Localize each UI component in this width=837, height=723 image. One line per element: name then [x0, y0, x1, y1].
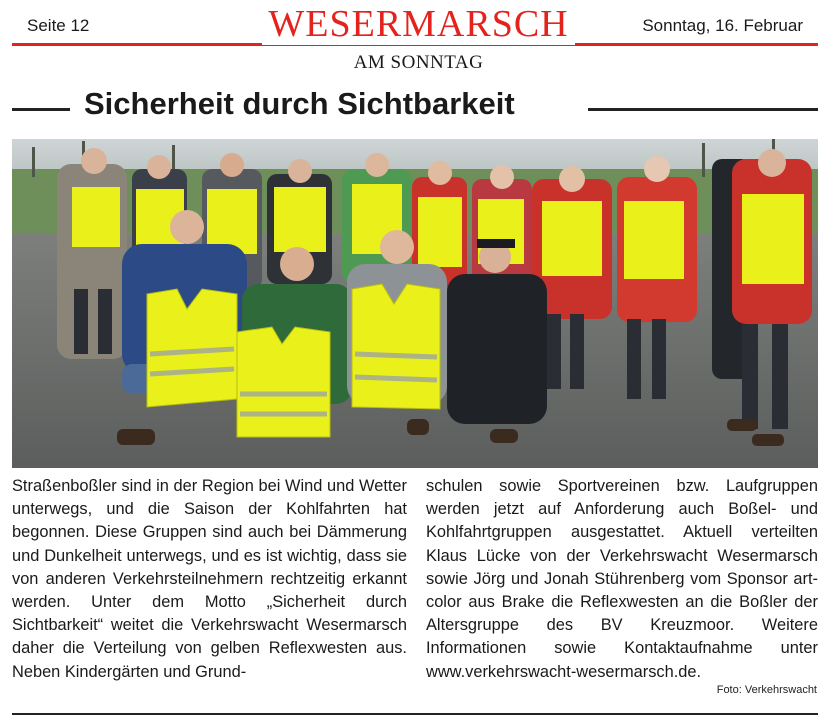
page-header: [0, 0, 837, 48]
page-number: Seite 12: [27, 16, 90, 35]
article-photo: [12, 139, 818, 468]
headline-row: [12, 86, 818, 128]
headline-rule-left: [12, 108, 70, 111]
article-column-1: Straßenboßler sind in der Region bei Wind und Wetter unterwegs, und die Saison der Kohlfahrten hat begonnen. Diese Gruppen sind auch bei Dämmerung und Dunkelheit unterwegs, und es ist wichtig, dass sie von anderen Verkehrsteilnehmern rechtzeitig erkannt werden. Unter dem Motto „Sicherheit durch Sichtbarkeit“ weitet die Verkehrswacht Wesermarsch daher die Verteilung von gelben Reflexwesten aus. Neben Kindergärten und Grund-: [12, 477, 407, 681]
photo-credit: Foto: Verkehrswacht: [716, 684, 817, 696]
group-photo: [12, 139, 818, 468]
bottom-rule: [12, 713, 818, 715]
issue-date: Sonntag, 16. Februar: [642, 16, 803, 35]
article-headline: Sicherheit durch Sichtbarkeit: [84, 86, 515, 121]
article-column-2: schulen sowie Sportvereinen bzw. Laufgruppen werden jetzt auf Anforderung auch Boßel- und Kohlfahrtgruppen ausgestattet. Aktuell verteilten Klaus Lücke von der Verkehrswacht Wesermarsch sowie Jörg und Jonah Stührenberg vom Sponsor art-color aus Brake die Reflexwesten an die Boßler der Altersgruppe des BV Kreuzmoor. Weitere Informationen sowie Kontaktaufnahme unter www.verkehrswacht-wesermarsch.de.: [426, 477, 818, 681]
headline-rule-right: [588, 108, 818, 111]
masthead-subtitle: AM SONNTAG: [353, 52, 484, 73]
masthead-title: WESERMARSCH: [262, 3, 574, 45]
